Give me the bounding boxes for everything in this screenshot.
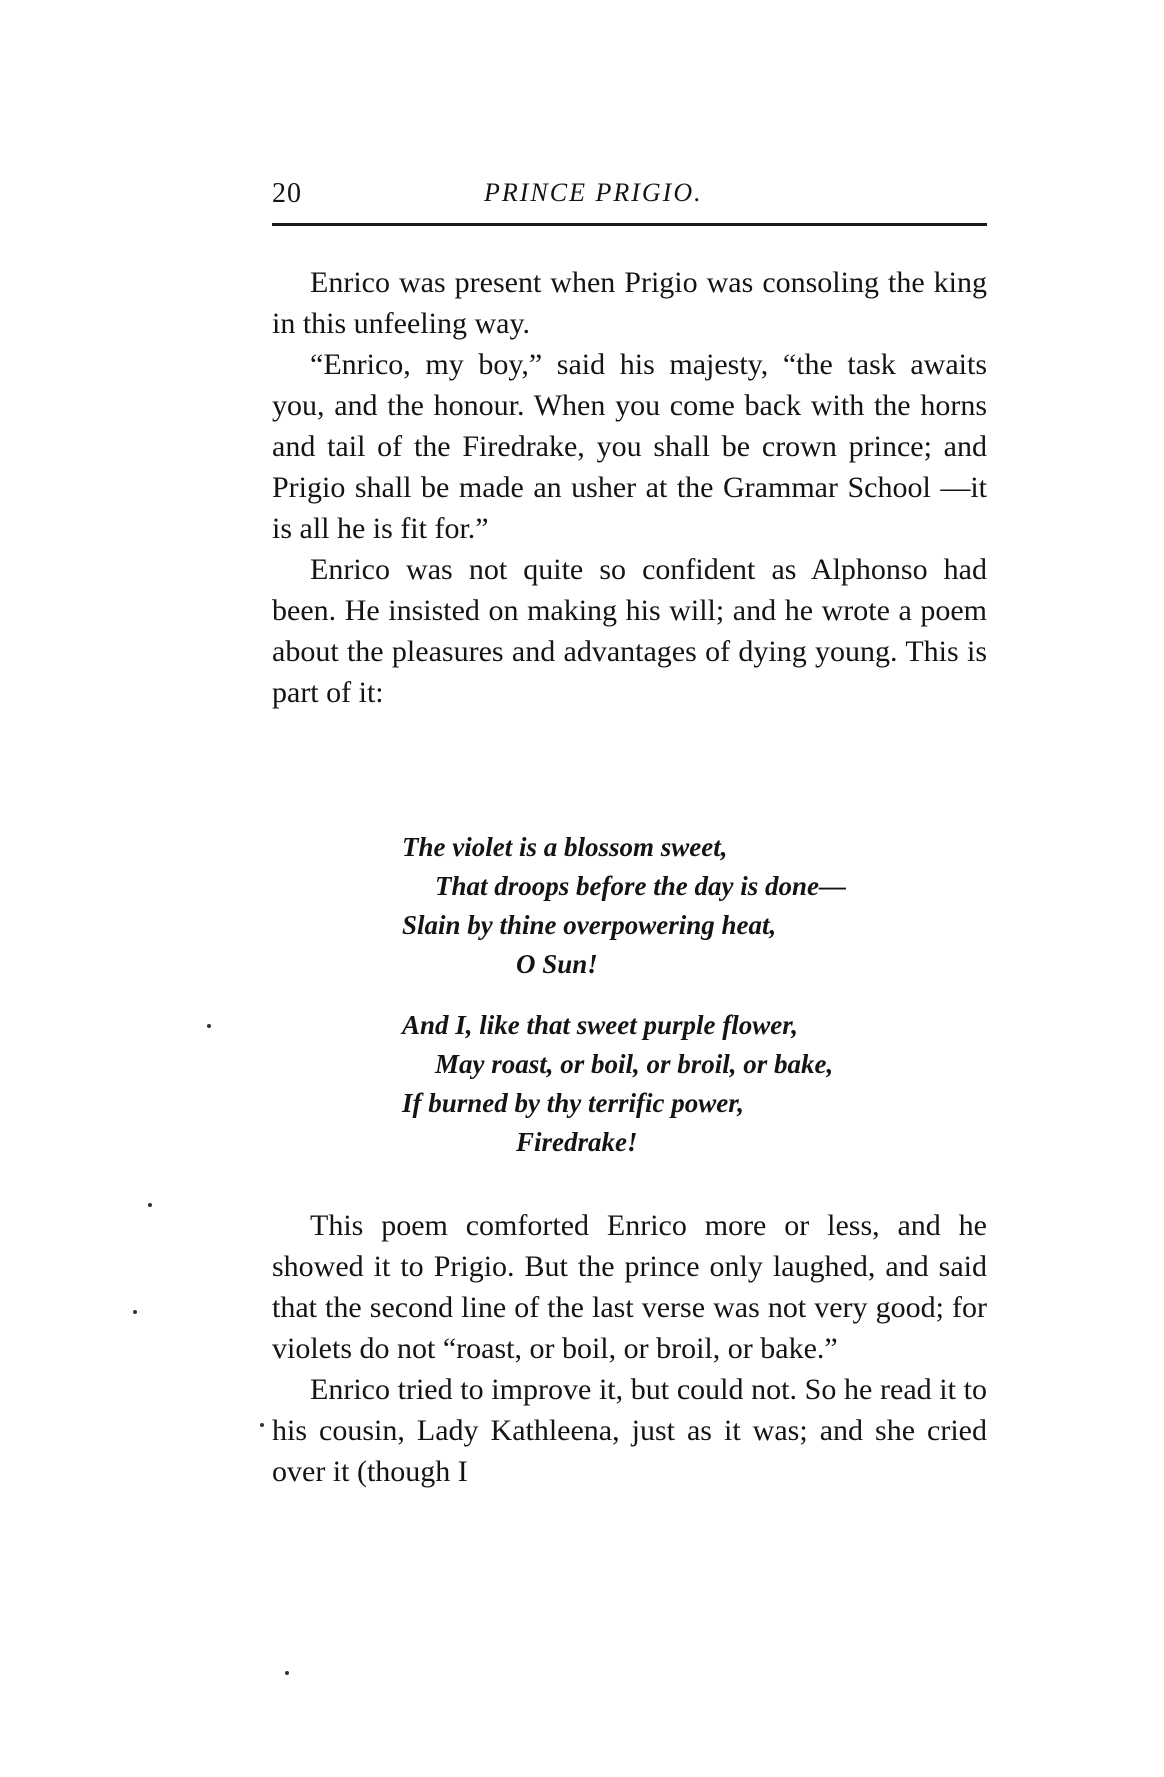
poem-line: And I, like that sweet purple flower,	[402, 1010, 799, 1040]
poem-stanza	[402, 828, 962, 984]
poem-stanza	[402, 1006, 962, 1162]
paragraph: Enrico tried to improve it, but could not. So he read it to his cousin, Lady Kathleena, just as it was; and she cried over it (though I	[272, 1373, 987, 1488]
running-header	[272, 178, 987, 224]
header-rule	[272, 223, 987, 226]
prose-after-poem	[272, 1205, 987, 1492]
poem-line: May roast, or boil, or broil, or bake,	[435, 1049, 834, 1079]
poem-line: If burned by thy terrific power,	[402, 1088, 744, 1118]
poem-line: That droops before the day is done—	[435, 871, 846, 901]
poem-line: O Sun!	[516, 949, 598, 979]
poem-line: Slain by thine overpowering heat,	[402, 910, 777, 940]
prose-before-poem	[272, 262, 987, 713]
poem-line: The violet is a blossom sweet,	[402, 832, 728, 862]
poem-line: Firedrake!	[516, 1127, 638, 1157]
paragraph: Enrico was not quite so confident as Alphonso had been. He insisted on making his will; and he wrote a poem about the pleasures and advantages of dying young. This is part of it:	[272, 553, 987, 709]
paragraph: “Enrico, my boy,” said his majesty, “the task awaits you, and the honour. When you come back with the horns and tail of the Firedrake, you shall be crown prince; and Prigio shall be made an usher at the Grammar School —it is all he is fit for.”	[272, 348, 987, 545]
paragraph: This poem comforted Enrico more or less, and he showed it to Prigio. But the prince only laughed, and said that the second line of the last verse was not very good; for violets do not “roast, or boil, or broil, or bake.”	[272, 1209, 987, 1365]
scan-speck	[207, 1024, 211, 1028]
paragraph: Enrico was present when Prigio was consoling the king in this unfeeling way.	[272, 266, 987, 340]
running-title: PRINCE PRIGIO.	[484, 178, 703, 207]
scan-speck	[133, 1310, 137, 1314]
scan-speck	[260, 1423, 264, 1427]
page-number: 20	[272, 178, 302, 209]
scan-speck	[148, 1203, 152, 1207]
scan-speck	[285, 1671, 289, 1675]
